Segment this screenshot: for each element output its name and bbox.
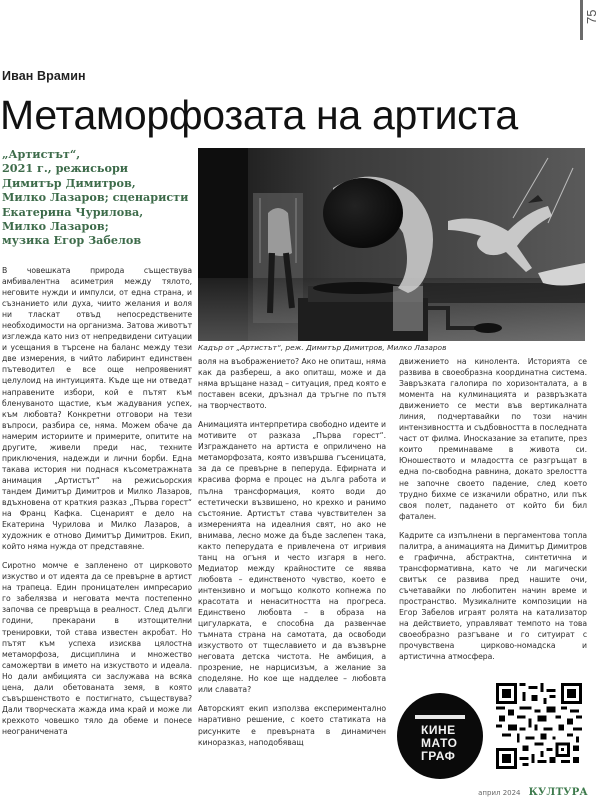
paragraph: Анимацията интерпретира свободно идеите и мотивите от разказа „Първа горест“. Изграждането на артиста е оприличено на метаморфозата, която извършва гъсеницата, за да се превърне в пеперуда. Ефирната и красива форма е процес на дълга работа и пълна трансформация, която води до естетически възвишено, но крехко и ранимо състояние. Артистът става чувствителен за измеренията на идеалния свят, но ако не внимава, лесно може да бъде заслепен така, както пеперудата е привлечена от игривия танц на огъня и често изгаря в него. Медиатор между крайностите се явява любовта – единственото чувство, което е интензивно и могъщо колкото копнежа по красотата и ненаситността на прогреса. Единствено любовта – в образа на цигуларката, е способна да развенчае тъмната страна на самотата, да освободи изкуството от тщеславието и да възвърне неговата детска чистота. Не амбиция, а прозрение, не нарцисизъм, а желание за споделяне. Но кое ще надделее – любовта или славата?: [198, 420, 386, 695]
page-number: 75: [584, 9, 599, 24]
paragraph: Кадрите са изпълнени в пергаментова топла палитра, а анимацията на Димитър Димитров е графична, абстрактна, синтетична и трансформативна, като че ли магически свитък се развива пред нашите очи, съчетавайки по любопитен начин време и пространство. Музикалните композиции на Егор Забелов играят ролята на катализатор на действието, управляват темпото на това своеобразно разгъване и го ситуират с прочувствена цирково-номадска и артистична атмосфера.: [399, 530, 587, 662]
kinematograf-logo-icon: [397, 693, 483, 779]
lead-line: музика Егор Забелов: [2, 233, 142, 248]
lead-line: Милко Лазаров; сценаристи: [2, 190, 189, 205]
logo-line: КИНЕ: [421, 723, 456, 737]
page-footer: [470, 780, 588, 799]
issue-date: април 2024: [478, 789, 521, 797]
article-title: Метаморфозата на артиста: [0, 92, 518, 138]
paragraph: Авторският екип използва експериментално наративно решение, с което статиката на рисунките е превърната в динамичен кинoразказ, наподобяващ: [198, 704, 386, 747]
article-author: Иван Врамин: [2, 69, 86, 83]
article-column-2: [198, 356, 386, 756]
lead-line: Екатерина Чурилова,: [2, 204, 144, 219]
lead-line: 2021 г., режисьори: [2, 161, 129, 176]
logo-line: МАТО: [421, 736, 458, 750]
film-still-illustration: [198, 148, 585, 341]
paragraph: движението на кинолента. Историята се развива в своеобразна координатна система. Завръзката галопира по хоризонталата, а в момента на кулминацията и развръзката движението се мести във вертикалната линия, подчертавайки по този начин интензивността и съдбовността в последната част от филма. Иносказание за етапите, през които преминаваме в живота си. Юношеството и младостта се разгръщат в една по-свободна равнина, докато зрелостта не започне своето падение, след което трудно бихме се изкачили обратно, или пък своя полет, падането от който би бил фатален.: [399, 357, 587, 521]
logo-bar: [415, 715, 465, 719]
article-column-3: [399, 356, 587, 670]
page-number-block: [576, 0, 599, 42]
paragraph: воля на въображението? Ако не опиташ, няма как да разбереш, а ако опиташ, може и да няма връщане назад – ситуация, пред която е поставен всеки, дръзнал да тръгне по пътя на творчеството.: [198, 357, 386, 411]
logo-text: [421, 724, 457, 763]
qr-code-icon[interactable]: [496, 683, 582, 769]
film-still-image: [198, 148, 585, 341]
film-credits-lead: [2, 147, 194, 248]
logo-line: ГРАФ: [421, 749, 456, 763]
magazine-brand: КУЛТУРА: [528, 787, 588, 798]
paragraph: В човешката природа съществува амбивалентна асиметрия между тялото, неговите нужди и импулси, от една страна, и съзнанието или духа, чиито желания и воля ни тласкат отвъд непосредствените необходимости на организма. Затова животът изглежда като низ от непредвидени ситуации и усещания в търсене на баланс между тези две измерения, в чийто лабиринт единствен пътеводител е все още непроявеният целулоид на интуицията. Къде ще ни отведат направените избори, кой е пътят към бленуваното щастие, към жадувания успех, към любовта? Конкретни отговори на тези въпроси, разбира се, няма. Можем обаче да намерим историите и примерите, опитите на другите, живели преди нас, техните приключения, надежди и лични борби. Една такава история ни поднася късометражната анимация „Артистът“ на режисьорския тандем Димитър Димитров и Милко Лазаров, вдъхновена от краткия разказ „Първа горест“ на Франц Кафка. Сценарият е дело на Екатерина Чурилова и Милко Лазаров, а художник е отново Димитър Димитров. Екип, който няма нужда от представяне.: [2, 266, 192, 552]
lead-line: „Артистът“,: [2, 147, 81, 161]
page-number-rule: [580, 0, 583, 40]
figure-caption: Кадър от „Артистът“, реж. Димитър Димитров, Милко Лазаров: [198, 343, 447, 352]
paragraph: Сиротно момче е запленено от цирковото изкуство и от идеята да се превърне в артист на трапеца. Един проницателен импресарио го забелязва и неговата мечта постепенно започва се превръща в реалност. След дълги години, прекарани в изтощителни тренировки, той става известен акробат. Но пътят към успеха изисква цялостна метаморфоза, дисциплина и множество саможертви в името на изкуството и идеала. Но дали амбицията си заслужава на всяка цена, дали обетованата земя, в която съвършенството е постигнато, съществува? Дали творческата жажда има край и може ли крехкото човешко тяло да обеме и понесе неограничената: [2, 561, 192, 736]
qr-code-graphic: [496, 683, 582, 769]
lead-line: Димитър Димитров,: [2, 175, 136, 190]
lead-line: Милко Лазаров;: [2, 219, 109, 234]
article-column-1: [2, 265, 192, 745]
